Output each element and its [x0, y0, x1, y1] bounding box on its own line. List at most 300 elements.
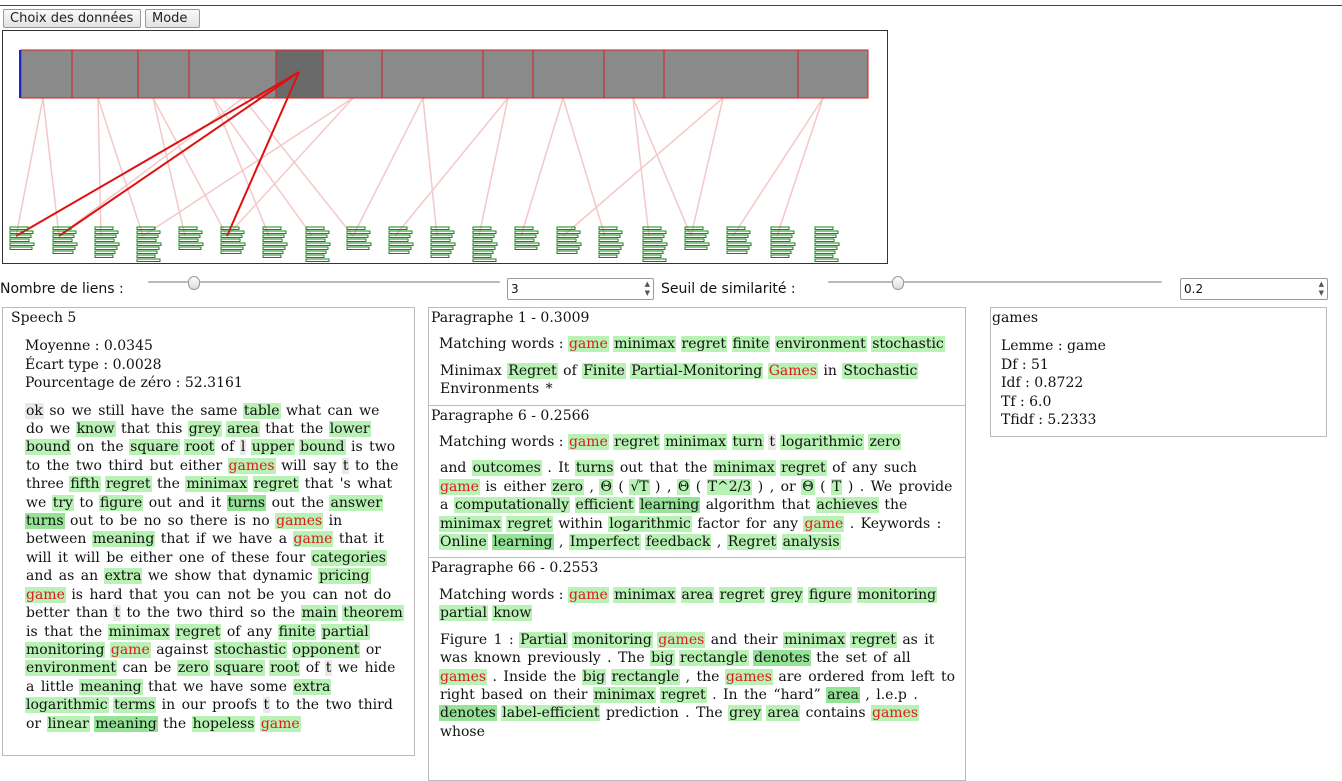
speech-word[interactable]: or [365, 641, 381, 658]
paragraph-glyph[interactable] [473, 239, 492, 242]
paragraph-glyph[interactable] [431, 231, 454, 234]
paragraph-glyph[interactable] [347, 247, 369, 250]
paragraph-glyph[interactable] [643, 231, 666, 234]
speech-word[interactable]: have [209, 678, 244, 695]
paragraph-word[interactable]: left [910, 668, 935, 685]
speech-word[interactable]: as [58, 568, 75, 585]
speech-word[interactable]: there [189, 513, 228, 530]
paragraph-word[interactable]: : [508, 631, 514, 648]
paragraph-glyph[interactable] [557, 243, 581, 246]
paragraph-word[interactable]: Figure [440, 631, 488, 648]
speech-word[interactable]: ok [26, 402, 43, 419]
paragraph-glyph[interactable] [306, 259, 329, 262]
paragraph-word[interactable]: games [658, 631, 705, 648]
speech-word[interactable]: the [79, 623, 103, 640]
paragraph-word[interactable]: the [744, 686, 767, 703]
speech-word[interactable]: try [52, 494, 73, 511]
paragraph-word[interactable]: , [558, 534, 564, 551]
speech-segment[interactable] [323, 50, 382, 98]
paragraph-word[interactable]: of [873, 650, 887, 667]
paragraph-word[interactable]: . [492, 668, 497, 685]
speech-word[interactable]: that [304, 476, 334, 493]
paragraph-word[interactable]: in [823, 362, 837, 379]
speech-word[interactable]: to [79, 494, 94, 511]
speech-word[interactable]: t [342, 457, 349, 474]
paragraph-glyph[interactable] [771, 231, 794, 234]
paragraph-glyph[interactable] [771, 243, 795, 246]
speech-word[interactable]: in [328, 513, 343, 530]
paragraph-word[interactable]: any [772, 515, 798, 532]
paragraph-glyph[interactable] [685, 247, 707, 250]
speech-word[interactable]: no [252, 513, 270, 530]
speech-word[interactable]: monitoring [26, 641, 105, 658]
paragraph-word[interactable]: , [589, 478, 594, 495]
speech-word[interactable]: turns [227, 494, 266, 511]
speech-word[interactable]: hard [89, 586, 123, 603]
paragraph-glyph[interactable] [599, 247, 621, 250]
similarity-slider-thumb[interactable] [892, 276, 904, 290]
paragraph-glyph[interactable] [473, 255, 491, 258]
paragraph-word[interactable]: out [619, 460, 643, 477]
paragraph-word[interactable]: their [743, 631, 778, 648]
speech-word[interactable]: dynamic [252, 568, 313, 585]
paragraph-word[interactable]: from [870, 668, 905, 685]
paragraph-word[interactable]: that [649, 460, 678, 477]
speech-word[interactable]: regret [253, 476, 299, 493]
paragraph-glyph[interactable] [53, 251, 73, 254]
paragraph-glyph[interactable] [643, 243, 667, 246]
speech-word[interactable]: is [71, 586, 83, 603]
speech-word[interactable]: the [375, 457, 399, 474]
speech-segment[interactable] [138, 50, 189, 98]
paragraph-glyph[interactable] [815, 227, 833, 230]
speech-word[interactable]: you [280, 586, 307, 603]
paragraph-word[interactable]: √T [630, 478, 649, 495]
paragraph-glyph[interactable] [179, 235, 200, 238]
paragraph-glyph[interactable] [515, 247, 537, 250]
paragraph-word[interactable]: Games [768, 362, 817, 379]
speech-word[interactable]: on [76, 439, 95, 456]
speech-word[interactable]: regret [105, 476, 151, 493]
paragraph-word[interactable]: ordered [808, 668, 865, 685]
paragraph-word[interactable]: , [769, 478, 775, 495]
speech-word[interactable]: theorem [343, 605, 403, 622]
speech-word[interactable]: bound [300, 439, 345, 456]
speech-word[interactable]: finite [278, 623, 316, 640]
speech-word[interactable]: of [305, 660, 320, 677]
paragraph-word[interactable]: and [710, 631, 738, 648]
speech-word[interactable]: it [373, 531, 385, 548]
matching-word[interactable]: minimax [614, 586, 676, 603]
paragraph-glyph[interactable] [727, 231, 750, 234]
paragraph-glyph[interactable] [771, 251, 791, 254]
paragraph-glyph[interactable] [473, 247, 495, 250]
speech-segment[interactable] [664, 50, 798, 98]
speech-word[interactable]: extra [293, 678, 331, 695]
speech-word[interactable]: out [271, 494, 295, 511]
speech-word[interactable]: is [234, 513, 246, 530]
speech-word[interactable]: out [70, 513, 94, 530]
paragraph-word[interactable]: outcomes [472, 460, 541, 477]
paragraph-word[interactable]: all [893, 650, 911, 667]
speech-word[interactable]: turns [26, 513, 64, 530]
paragraph-glyph[interactable] [473, 231, 496, 234]
paragraph-word[interactable]: ( [618, 478, 624, 495]
paragraph-glyph[interactable] [599, 227, 617, 230]
paragraph-glyph[interactable] [137, 239, 156, 242]
paragraph-glyph[interactable] [431, 227, 449, 230]
speech-word[interactable]: know [76, 421, 115, 438]
paragraph-glyph[interactable] [263, 255, 281, 258]
paragraph-word[interactable]: T^2/3 [707, 478, 752, 495]
speech-word[interactable]: to [275, 697, 290, 714]
paragraph-word[interactable]: minimax [593, 686, 655, 703]
paragraph-word[interactable]: The [618, 650, 645, 667]
speech-word[interactable]: do [26, 421, 44, 438]
paragraph-glyph[interactable] [53, 239, 72, 242]
paragraph-glyph[interactable] [727, 227, 745, 230]
paragraph-word[interactable]: , [666, 478, 672, 495]
paragraph-glyph[interactable] [557, 239, 576, 242]
speech-word[interactable]: two [369, 439, 396, 456]
paragraph-glyph[interactable] [727, 239, 746, 242]
paragraph-word[interactable]: analysis [782, 534, 840, 551]
matching-word[interactable]: logarithmic [781, 434, 864, 451]
speech-word[interactable]: so [167, 513, 184, 530]
speech-word[interactable]: we [26, 494, 47, 511]
paragraph-word[interactable]: prediction [605, 705, 679, 722]
paragraph-word[interactable]: area [767, 705, 800, 722]
paragraph-glyph[interactable] [137, 259, 160, 262]
speech-word[interactable]: meaning [95, 715, 157, 732]
paragraph-word[interactable]: Θ [677, 478, 690, 495]
speech-word[interactable]: that [128, 586, 158, 603]
matching-word[interactable]: zero [869, 434, 901, 451]
paragraph-word[interactable]: . [849, 515, 855, 532]
speech-word[interactable]: hide [364, 660, 396, 677]
paragraph-word[interactable]: Online [440, 534, 487, 551]
paragraph-glyph[interactable] [643, 239, 662, 242]
paragraph-glyph[interactable] [389, 227, 407, 230]
speech-word[interactable]: of [211, 549, 225, 566]
paragraph-glyph[interactable] [771, 235, 792, 238]
paragraph-word[interactable]: “hard” [773, 686, 821, 703]
paragraph-glyph[interactable] [53, 235, 74, 238]
paragraph-word[interactable]: Partial [520, 631, 567, 648]
speech-word[interactable]: we [183, 678, 204, 695]
paragraph-glyph[interactable] [306, 251, 326, 254]
speech-segment[interactable] [483, 50, 533, 98]
speech-segment[interactable] [21, 50, 72, 98]
speech-word[interactable]: to [99, 513, 114, 530]
paragraph-glyph[interactable] [685, 235, 706, 238]
paragraph-word[interactable]: right [440, 686, 475, 703]
paragraph-word[interactable]: monitoring [573, 631, 652, 648]
paragraph-word[interactable]: a [440, 497, 449, 514]
paragraph-glyph[interactable] [221, 251, 241, 254]
paragraph-glyph[interactable] [431, 251, 451, 254]
paragraph-word[interactable]: computationally [454, 497, 570, 514]
speech-word[interactable]: of [226, 623, 241, 640]
paragraph-word[interactable]: for [745, 515, 767, 532]
paragraph-glyph[interactable] [389, 247, 411, 250]
speech-word[interactable]: out [148, 494, 172, 511]
paragraph-glyph[interactable] [95, 239, 114, 242]
paragraph-glyph[interactable] [95, 247, 117, 250]
paragraph-word[interactable]: within [558, 515, 603, 532]
paragraph-glyph[interactable] [643, 227, 661, 230]
paragraph-glyph[interactable] [221, 235, 242, 238]
speech-word[interactable]: some [249, 678, 288, 695]
speech-word[interactable]: the [163, 715, 187, 732]
speech-word[interactable]: will [26, 549, 52, 566]
paragraph-glyph[interactable] [263, 239, 282, 242]
similarity-input[interactable] [1180, 278, 1328, 300]
matching-word[interactable]: game [568, 586, 608, 603]
paragraph-word[interactable]: ) [655, 478, 661, 495]
matching-word[interactable]: game [568, 434, 608, 451]
speech-word[interactable]: the [147, 605, 170, 622]
speech-word[interactable]: that [338, 531, 368, 548]
paragraph-glyph[interactable] [685, 231, 708, 234]
speech-word[interactable]: meaning [92, 531, 155, 548]
paragraph-glyph[interactable] [643, 259, 666, 262]
paragraph-glyph[interactable] [815, 239, 834, 242]
speech-word[interactable]: we [211, 531, 233, 548]
paragraph-word[interactable]: on [529, 686, 547, 703]
speech-word[interactable]: or [26, 715, 42, 732]
speech-word[interactable]: t [263, 697, 270, 714]
speech-word[interactable]: games [228, 457, 275, 474]
paragraph-word[interactable]: turns [575, 460, 614, 477]
paragraph-word[interactable]: ) [757, 478, 764, 495]
paragraph-glyph[interactable] [473, 235, 494, 238]
speech-word[interactable]: be [154, 660, 172, 677]
paragraph-glyph[interactable] [599, 239, 618, 242]
speech-word[interactable]: is [350, 439, 363, 456]
speech-word[interactable]: bound [26, 439, 71, 456]
paragraph-glyph[interactable] [306, 243, 330, 246]
matching-word[interactable]: minimax [665, 434, 727, 451]
paragraph-glyph[interactable] [557, 247, 579, 250]
speech-word[interactable]: the [170, 402, 194, 419]
paragraph-word[interactable]: Θ [600, 478, 612, 495]
speech-word[interactable]: to [126, 605, 141, 622]
paragraph-glyph[interactable] [263, 235, 284, 238]
speech-word[interactable]: t [325, 660, 332, 677]
paragraph-glyph[interactable] [473, 243, 497, 246]
matching-word[interactable]: finite [732, 336, 770, 353]
speech-word[interactable]: can [122, 660, 148, 677]
paragraph-glyph[interactable] [263, 247, 285, 250]
speech-word[interactable]: two [325, 697, 352, 714]
paragraph-glyph[interactable] [599, 255, 617, 258]
speech-word[interactable]: is [26, 623, 38, 640]
matching-word[interactable]: figure [808, 586, 852, 603]
paragraph-glyph[interactable] [771, 255, 789, 258]
paragraph-word[interactable]: label-efficient [502, 705, 600, 722]
paragraph-word[interactable]: the [553, 668, 577, 685]
speech-word[interactable]: we [147, 568, 169, 585]
paragraph-word[interactable]: the [696, 668, 720, 685]
paragraph-word[interactable]: denotes [440, 705, 496, 722]
paragraph-word[interactable]: was [440, 650, 468, 667]
speech-word[interactable]: hopeless [192, 715, 255, 732]
speech-segment[interactable] [189, 50, 276, 98]
paragraph-word[interactable]: The [696, 705, 723, 722]
paragraph-glyph[interactable] [727, 247, 749, 250]
speech-word[interactable]: little [40, 678, 74, 695]
paragraph-word[interactable]: Partial-Monitoring [631, 362, 763, 379]
paragraph-glyph[interactable] [815, 255, 833, 258]
paragraph-glyph[interactable] [557, 235, 578, 238]
speech-word[interactable]: three [26, 476, 64, 493]
paragraph-glyph[interactable] [727, 251, 747, 254]
paragraph-word[interactable]: any [852, 460, 878, 477]
speech-word[interactable]: fifth [70, 476, 100, 493]
paragraph-glyph[interactable] [306, 239, 325, 242]
paragraph-word[interactable]: l.e.p [876, 686, 907, 703]
paragraph-glyph[interactable] [306, 247, 328, 250]
paragraph-glyph[interactable] [771, 239, 790, 242]
paragraph-glyph[interactable] [53, 243, 77, 246]
paragraph-word[interactable]: learning [493, 534, 553, 551]
speech-word[interactable]: the [272, 605, 296, 622]
speech-word[interactable]: t [114, 605, 121, 622]
paragraph-glyph[interactable] [179, 247, 201, 250]
matching-word[interactable]: partial [440, 605, 487, 622]
paragraph-word[interactable]: to [941, 668, 956, 685]
matching-word[interactable]: minimax [614, 336, 676, 353]
speech-word[interactable]: either [130, 549, 173, 566]
paragraph-glyph[interactable] [599, 235, 620, 238]
paragraph-glyph[interactable] [95, 255, 113, 258]
paragraph-word[interactable]: ) [847, 478, 854, 495]
speech-word[interactable]: that [44, 623, 73, 640]
paragraph-glyph[interactable] [515, 239, 534, 242]
paragraph-glyph[interactable] [557, 251, 577, 254]
speech-word[interactable]: can [195, 586, 222, 603]
paragraph-word[interactable]: grey [729, 705, 762, 722]
paragraph-glyph[interactable] [771, 247, 793, 250]
speech-segment[interactable] [533, 50, 604, 98]
paragraph-glyph[interactable] [815, 251, 835, 254]
speech-word[interactable]: third [358, 697, 393, 714]
speech-word[interactable]: opponent [292, 641, 360, 658]
paragraph-word[interactable]: set [845, 650, 867, 667]
paragraph-word[interactable]: of [563, 362, 577, 379]
speech-word[interactable]: can [327, 402, 353, 419]
paragraph-word[interactable]: rectangle [611, 668, 680, 685]
paragraph-glyph[interactable] [137, 243, 161, 246]
paragraph-glyph[interactable] [10, 247, 32, 250]
speech-word[interactable]: have [238, 531, 273, 548]
paragraph-word[interactable]: area [827, 686, 859, 703]
speech-word[interactable]: if [195, 531, 206, 548]
speech-word[interactable]: zero [177, 660, 209, 677]
paragraph-glyph[interactable] [95, 251, 115, 254]
paragraph-word[interactable]: minimax [784, 631, 845, 648]
speech-word[interactable]: you [164, 586, 190, 603]
paragraph-glyph[interactable] [431, 243, 455, 246]
paragraph-word[interactable]: provide [898, 478, 953, 495]
paragraph-word[interactable]: . [685, 705, 690, 722]
paragraph-word[interactable]: and [440, 460, 467, 477]
paragraph-glyph[interactable] [306, 227, 324, 230]
paragraph-word[interactable]: feedback [646, 534, 711, 551]
paragraph-glyph[interactable] [473, 259, 496, 262]
speech-word[interactable]: the [46, 457, 70, 474]
paragraph-word[interactable]: : [936, 515, 942, 532]
paragraph-glyph[interactable] [515, 243, 539, 246]
paragraph-word[interactable]: game [440, 478, 479, 495]
paragraph-glyph[interactable] [685, 239, 704, 242]
speech-word[interactable]: we [49, 421, 71, 438]
speech-word[interactable]: pricing [319, 568, 370, 585]
paragraph-word[interactable]: denotes [754, 650, 810, 667]
paragraph-word[interactable]: , [716, 534, 722, 551]
matching-word[interactable]: regret [614, 434, 659, 451]
paragraph-glyph[interactable] [347, 235, 368, 238]
matching-word[interactable]: stochastic [872, 336, 944, 353]
paragraph-word[interactable]: that [781, 497, 811, 514]
speech-word[interactable]: two [176, 605, 203, 622]
speech-word[interactable]: that [120, 421, 150, 438]
speech-word[interactable]: we [71, 402, 92, 419]
paragraph-word[interactable]: of [832, 460, 846, 477]
speech-segment[interactable] [382, 50, 483, 98]
matching-word[interactable]: area [681, 586, 714, 603]
speech-word[interactable]: we [359, 402, 380, 419]
speech-word[interactable]: minimax [186, 476, 248, 493]
speech-segment[interactable] [604, 50, 664, 98]
speech-word[interactable]: square [215, 660, 264, 677]
matching-word[interactable]: game [568, 336, 608, 353]
speech-word[interactable]: categories [311, 549, 386, 566]
paragraph-glyph[interactable] [389, 239, 408, 242]
speech-word[interactable]: upper [251, 439, 294, 456]
speech-word[interactable]: have [130, 402, 165, 419]
paragraph-word[interactable]: are [778, 668, 802, 685]
speech-word[interactable]: an [80, 568, 99, 585]
speech-word[interactable]: square [130, 439, 179, 456]
paragraph-glyph[interactable] [431, 247, 453, 250]
paragraph-word[interactable]: regret [661, 686, 706, 703]
paragraph-word[interactable]: efficient [575, 497, 634, 514]
paragraph-word[interactable]: rectangle [680, 650, 748, 667]
speech-word[interactable]: game [293, 531, 333, 548]
paragraph-word[interactable]: game [804, 515, 844, 532]
paragraph-glyph[interactable] [137, 235, 158, 238]
speech-word[interactable]: that [148, 678, 177, 695]
paragraph-glyph[interactable] [815, 243, 839, 246]
speech-word[interactable]: between [26, 531, 87, 548]
speech-word[interactable]: but [149, 457, 174, 474]
paragraph-glyph[interactable] [727, 243, 751, 246]
paragraph-glyph[interactable] [263, 251, 283, 254]
paragraph-glyph[interactable] [643, 247, 665, 250]
paragraph-glyph[interactable] [685, 243, 709, 246]
paragraph-word[interactable]: , [865, 686, 870, 703]
speech-word[interactable]: and [26, 568, 53, 585]
speech-word[interactable]: it [211, 494, 222, 511]
speech-word[interactable]: root [270, 660, 300, 677]
paragraph-word[interactable]: ( [820, 478, 826, 495]
speech-word[interactable]: game [26, 586, 65, 603]
paragraph-glyph[interactable] [815, 235, 836, 238]
matching-word[interactable]: monitoring [857, 586, 937, 603]
paragraph-glyph[interactable] [347, 243, 371, 246]
